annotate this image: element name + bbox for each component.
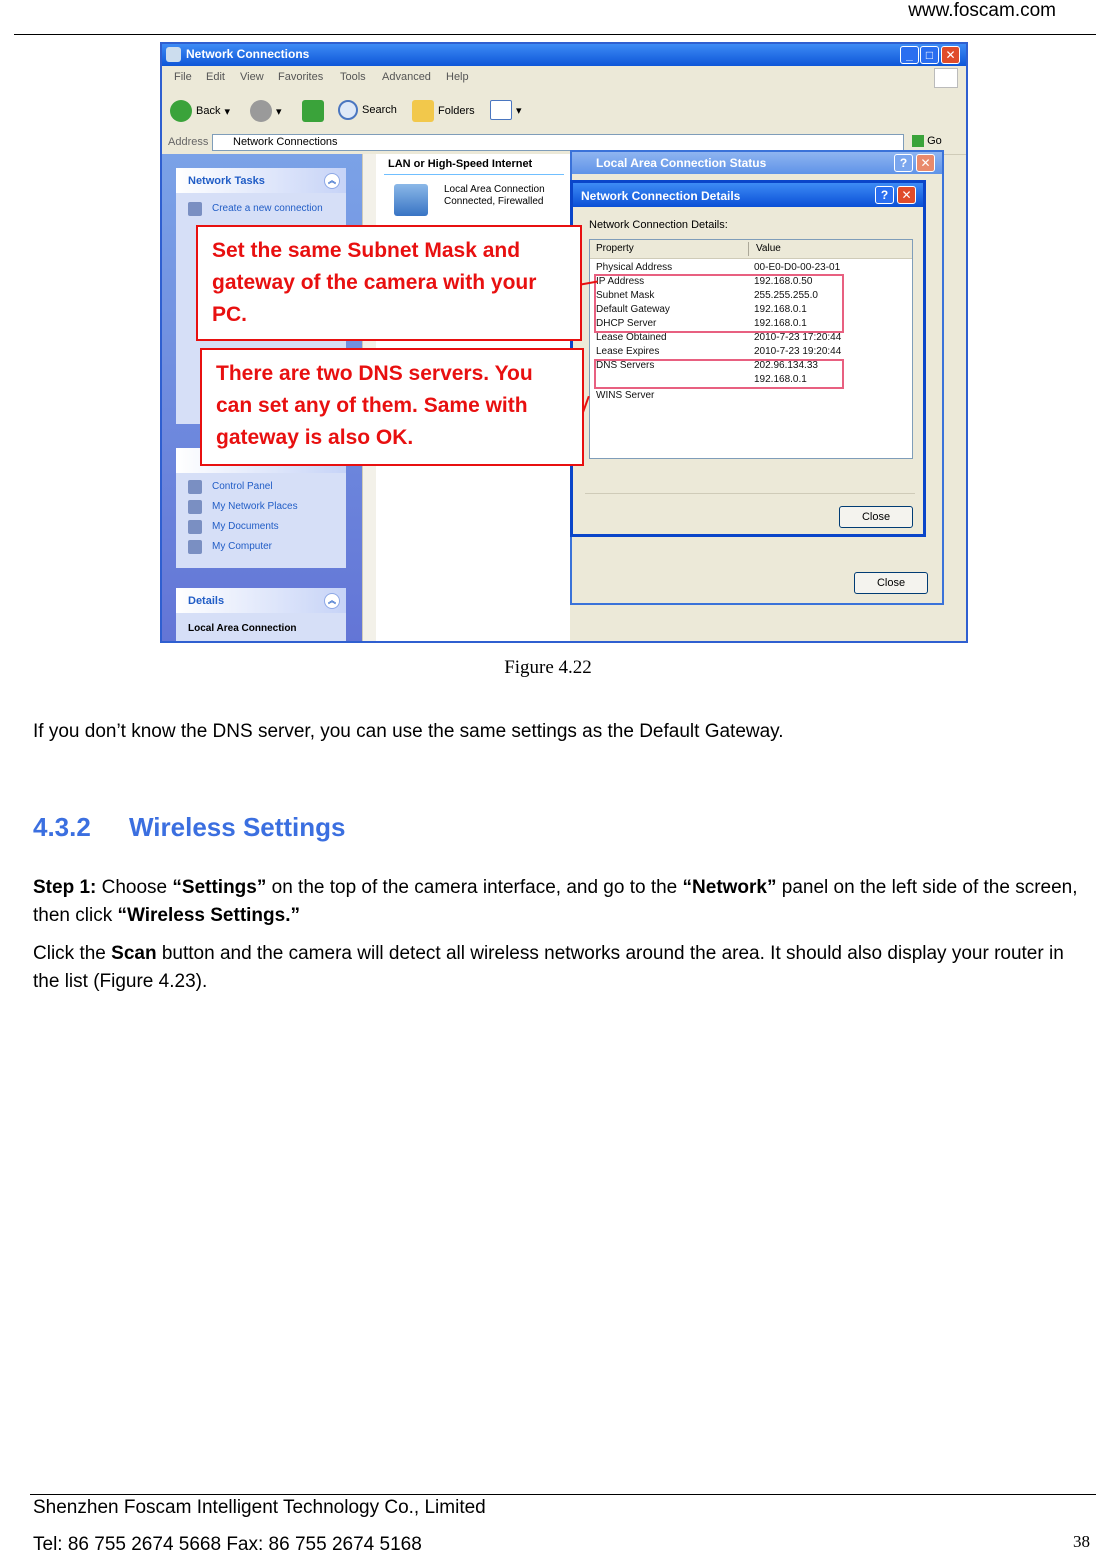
row-property: Physical Address (596, 262, 673, 273)
maximize-button[interactable]: □ (920, 46, 939, 64)
forward-button[interactable]: ▾ (250, 100, 282, 122)
row-property: DNS Servers (596, 360, 655, 371)
lan-connection-name: Local Area Connection (444, 184, 545, 195)
step-bold: “Settings” (172, 877, 267, 898)
details-panel (176, 588, 346, 643)
control-panel-icon (188, 480, 202, 494)
section-number: 4.3.2 (33, 812, 91, 842)
folders-label: Folders (438, 105, 475, 117)
menu-view[interactable]: View (240, 71, 264, 83)
collapse-chevron-icon: ︽ (324, 173, 340, 189)
row-property: DHCP Server (596, 318, 657, 329)
control-panel-link[interactable] (176, 477, 346, 497)
footer-company: Shenzhen Foscam Intelligent Technology Co., Limited (33, 1497, 486, 1518)
control-panel-label: Control Panel (212, 481, 273, 492)
header-divider (14, 34, 1096, 35)
toolbar (162, 88, 966, 133)
footer-contact: Tel: 86 755 2674 5668 Fax: 86 755 2674 5168 (33, 1534, 422, 1555)
step-bold: “Network” (682, 877, 777, 898)
search-icon (338, 100, 358, 120)
network-tasks-title: Network Tasks (188, 175, 265, 187)
scan-text: Click the (33, 943, 112, 964)
go-arrow-icon (912, 135, 924, 147)
new-connection-icon (188, 202, 202, 216)
details-titlebar (573, 183, 923, 207)
scan-bold: Scan (111, 943, 157, 964)
network-connections-screenshot (160, 42, 968, 643)
figure-caption: Figure 4.22 (504, 657, 592, 678)
menu-tools[interactable]: Tools (340, 71, 366, 83)
details-caption: Network Connection Details: (589, 219, 728, 231)
column-property[interactable]: Property (596, 243, 634, 254)
list-header (590, 240, 912, 259)
search-label: Search (362, 104, 397, 116)
row-value: 2010-7-23 19:20:44 (754, 346, 842, 357)
my-documents-link[interactable] (176, 517, 346, 537)
row-property: Lease Obtained (596, 332, 667, 343)
status-titlebar (572, 152, 942, 174)
header-url: www.foscam.com (908, 0, 1056, 21)
step-text: Choose (96, 877, 173, 898)
computer-icon (188, 540, 202, 554)
details-header[interactable] (176, 588, 346, 613)
back-label: Back (196, 105, 221, 117)
dns-paragraph: If you don’t know the DNS server, you can use the same settings as the Default Gateway. (33, 721, 784, 742)
row-property: IP Address (596, 276, 645, 287)
status-title: Local Area Connection Status (596, 156, 767, 170)
collapse-chevron-icon: ︽ (324, 593, 340, 609)
menu-favorites[interactable]: Favorites (278, 71, 324, 83)
address-label: Address (168, 136, 209, 148)
network-places-icon (188, 500, 202, 514)
group-header: LAN or High-Speed Internet (388, 158, 533, 170)
create-connection-label: Create a new connection (212, 203, 323, 214)
row-value: 202.96.134.33 (754, 360, 818, 371)
address-field[interactable]: Network Connections (212, 134, 904, 151)
details-title: Details (188, 595, 225, 607)
back-button[interactable]: Back ▾ (170, 100, 230, 122)
help-button[interactable]: ? (894, 154, 913, 172)
page-number: 38 (1073, 1532, 1090, 1551)
row-property: WINS Server (596, 390, 655, 401)
other-places-panel (176, 448, 346, 568)
views-button[interactable]: ▾ (490, 100, 522, 120)
table-row (596, 332, 906, 346)
up-folder-icon (302, 100, 324, 122)
group-divider (384, 174, 564, 175)
lan-connection-item[interactable] (444, 184, 545, 208)
row-value: 192.168.0.50 (754, 276, 813, 287)
details-close-x-button[interactable]: ✕ (897, 186, 916, 204)
windows-logo-icon (934, 68, 958, 88)
section-title: Wireless Settings (129, 812, 346, 842)
forward-arrow-icon (250, 100, 272, 122)
row-property: Subnet Mask (596, 290, 655, 301)
step-text: panel on the left side of the screen, then click (33, 877, 1078, 926)
section-heading (33, 812, 346, 843)
minimize-button[interactable]: _ (900, 46, 919, 64)
menu-bar (162, 66, 966, 89)
row-property: Default Gateway (596, 304, 670, 315)
column-separator (748, 242, 749, 256)
table-row (596, 390, 906, 404)
details-list (589, 239, 913, 459)
dns-highlight (594, 359, 844, 389)
folders-icon (412, 100, 434, 122)
details-help-button[interactable]: ? (875, 186, 894, 204)
menu-help[interactable]: Help (446, 71, 469, 83)
footer-divider (30, 1494, 1096, 1495)
up-button[interactable] (302, 100, 324, 122)
row-value: 2010-7-23 17:20:44 (754, 332, 842, 343)
row-property: Lease Expires (596, 346, 660, 357)
scan-paragraph (33, 940, 1093, 996)
network-folder-icon (166, 47, 181, 62)
search-button[interactable] (338, 100, 397, 120)
step-bold: “Wireless Settings.” (117, 905, 300, 926)
details-dialog-title: Network Connection Details (581, 189, 741, 203)
details-item: Local Area Connection (188, 623, 297, 634)
connection-details-dialog (570, 180, 926, 537)
menu-edit[interactable]: Edit (206, 71, 225, 83)
lan-connection-status: Connected, Firewalled (444, 196, 544, 207)
documents-icon (188, 520, 202, 534)
step1-paragraph (33, 874, 1093, 930)
lan-connection-icon[interactable] (394, 184, 428, 216)
row-value: 255.255.255.0 (754, 290, 818, 301)
row-value: 192.168.0.1 (754, 374, 807, 385)
network-tasks-header[interactable] (176, 168, 346, 193)
dialog-divider (585, 493, 915, 494)
step-text: on the top of the camera interface, and go to the (266, 877, 683, 898)
status-close-button[interactable]: Close (854, 572, 928, 594)
back-arrow-icon (170, 100, 192, 122)
details-close-button[interactable]: Close (839, 506, 913, 528)
window-title: Network Connections (186, 47, 310, 61)
column-value[interactable]: Value (756, 243, 781, 254)
scan-text: button and the camera will detect all wireless networks around the area. It should also display your router in the list (Figure 4.23). (33, 943, 1064, 992)
menu-file[interactable]: File (174, 71, 192, 83)
my-computer-label: My Computer (212, 541, 273, 552)
table-row (596, 346, 906, 360)
close-window-button[interactable]: ✕ (941, 46, 960, 64)
step-label: Step 1: (33, 877, 97, 898)
row-value: 192.168.0.1 (754, 318, 807, 329)
status-close-x-button[interactable]: ✕ (916, 154, 935, 172)
create-connection-link[interactable] (176, 199, 346, 219)
dns-callout: There are two DNS servers. You can set any of them. Same with gateway is also OK. (200, 348, 584, 466)
subnet-gateway-highlight (594, 274, 844, 333)
row-value: 00-E0-D0-00-23-01 (754, 262, 841, 273)
subnet-callout: Set the same Subnet Mask and gateway of the camera with your PC. (196, 225, 582, 341)
my-documents-label: My Documents (212, 521, 279, 532)
folders-button[interactable] (412, 100, 475, 122)
go-button[interactable] (912, 135, 942, 147)
menu-advanced[interactable]: Advanced (382, 71, 431, 83)
my-network-places-link[interactable] (176, 497, 346, 517)
go-label: Go (927, 135, 942, 147)
views-icon (490, 100, 512, 120)
window-titlebar (162, 44, 966, 66)
my-computer-link[interactable] (176, 537, 346, 557)
my-network-places-label: My Network Places (212, 501, 298, 512)
row-value: 192.168.0.1 (754, 304, 807, 315)
